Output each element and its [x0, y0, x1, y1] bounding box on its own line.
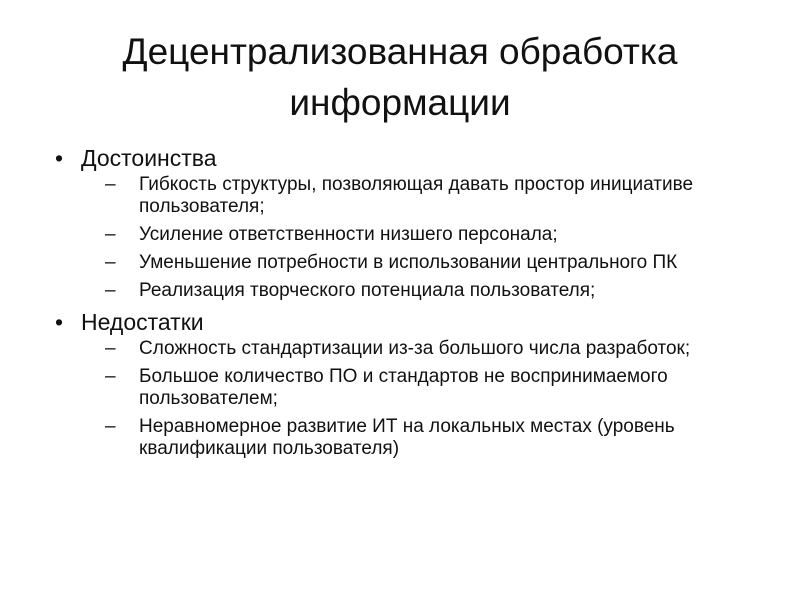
section-heading: Достоинства	[81, 145, 217, 171]
dash-icon: –	[105, 280, 116, 301]
slide-title: Децентрализованная обработка информации	[122, 31, 678, 123]
advantages-list	[81, 174, 745, 302]
dash-icon: –	[105, 252, 116, 273]
list-item	[105, 224, 745, 246]
list-item-text: Неравномерное развитие ИТ на локальных местах (уровень квалификации пользователя)	[139, 416, 675, 459]
list-item-text: Гибкость структуры, позволяющая давать простор инициативе пользователя;	[139, 174, 694, 217]
list-item	[105, 416, 745, 460]
bullet-icon: •	[55, 145, 64, 171]
section-disadvantages	[55, 308, 745, 460]
dash-icon: –	[105, 174, 116, 195]
bullet-icon: •	[55, 309, 64, 335]
section-advantages	[55, 144, 745, 302]
list-item	[105, 366, 745, 410]
list-item	[105, 174, 745, 218]
disadvantages-list	[81, 338, 745, 460]
list-item	[105, 280, 745, 302]
list-item-text: Усиление ответственности низшего персонала;	[139, 224, 558, 245]
dash-icon: –	[105, 338, 116, 359]
list-item	[105, 252, 745, 274]
dash-icon: –	[105, 366, 116, 387]
list-item-text: Большое количество ПО и стандартов не воспринимаемого пользователем;	[139, 366, 668, 409]
dash-icon: –	[105, 224, 116, 245]
list-item-text: Сложность стандартизации из-за большого числа разработок;	[139, 338, 691, 359]
bullet-list	[55, 144, 745, 460]
list-item-text: Уменьшение потребности в использовании центрального ПК	[139, 252, 678, 273]
list-item	[105, 338, 745, 360]
list-item-text: Реализация творческого потенциала пользователя;	[139, 280, 596, 301]
section-heading: Недостатки	[81, 309, 204, 335]
dash-icon: –	[105, 416, 116, 437]
